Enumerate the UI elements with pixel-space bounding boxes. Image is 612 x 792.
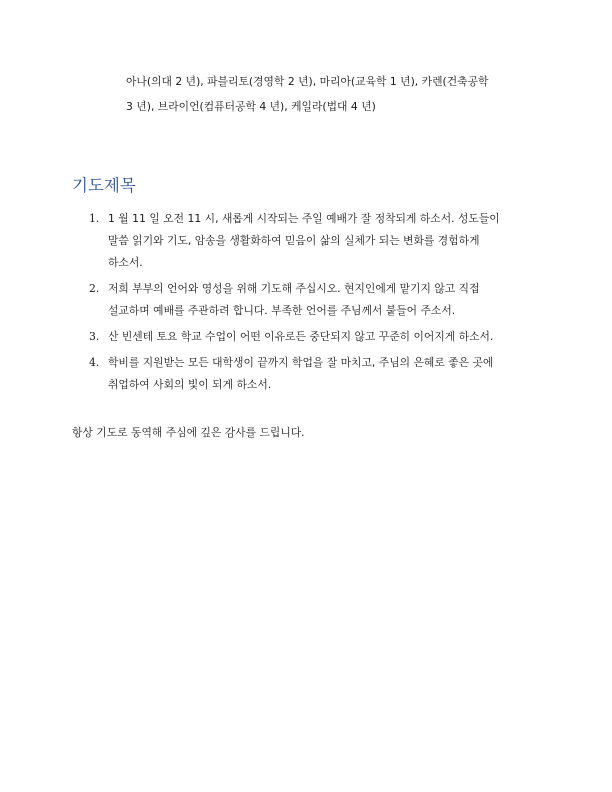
list-item-number: 2. bbox=[89, 282, 100, 295]
list-item-line: 취업하여 사회의 빛이 되게 하소서. bbox=[108, 378, 272, 391]
list-item-line: 학비를 지원받는 모든 대학생이 끝까지 학업을 잘 마치고, 주님의 은혜로 좋은 곳에 bbox=[108, 356, 494, 369]
prayer-request-item bbox=[72, 208, 552, 274]
prayer-request-item bbox=[72, 352, 552, 396]
member-list-line-1: 아나(의대 2 년), 파블리토(경영학 2 년), 마리아(교육학 1 년), 카렌(건축공학 bbox=[126, 75, 489, 88]
closing-remark: 항상 기도로 동역해 주심에 깊은 감사를 드립니다. bbox=[72, 426, 305, 439]
list-item-text bbox=[108, 326, 552, 348]
member-list-line-2: 3 년), 브라이언(컴퓨터공학 4 년), 케일라(법대 4 년) bbox=[126, 100, 376, 113]
list-item-line: 1 월 11 일 오전 11 시, 새롭게 시작되는 주일 예배가 잘 정착되게 하소서. 성도들이 bbox=[108, 212, 500, 225]
list-item-number: 4. bbox=[89, 356, 100, 369]
list-item-line: 산 빈센테 토요 학교 수업이 어떤 이유로든 중단되지 않고 꾸준히 이어지게 하소서. bbox=[108, 330, 494, 343]
list-item-text bbox=[108, 352, 552, 396]
list-item-line: 저희 부부의 언어와 영성을 위해 기도해 주십시오. 현지인에게 맡기지 않고 직접 bbox=[108, 282, 480, 295]
list-item-line: 하소서. bbox=[108, 256, 143, 269]
prayer-request-item bbox=[72, 326, 552, 348]
prayer-request-item bbox=[72, 278, 552, 322]
list-item-line: 말씀 읽기와 기도, 암송을 생활화하여 믿음이 삶의 실체가 되는 변화를 경험하게 bbox=[108, 234, 480, 247]
prayer-requests-heading: 기도제목 bbox=[72, 176, 136, 195]
list-item-text bbox=[108, 278, 552, 322]
list-item-text bbox=[108, 208, 552, 274]
list-item-number: 3. bbox=[89, 330, 100, 343]
prayer-request-list bbox=[72, 208, 552, 400]
list-item-line: 설교하며 예배를 주관하려 합니다. 부족한 언어를 주님께서 붙들어 주소서. bbox=[108, 304, 456, 317]
list-item-number: 1. bbox=[89, 212, 100, 225]
